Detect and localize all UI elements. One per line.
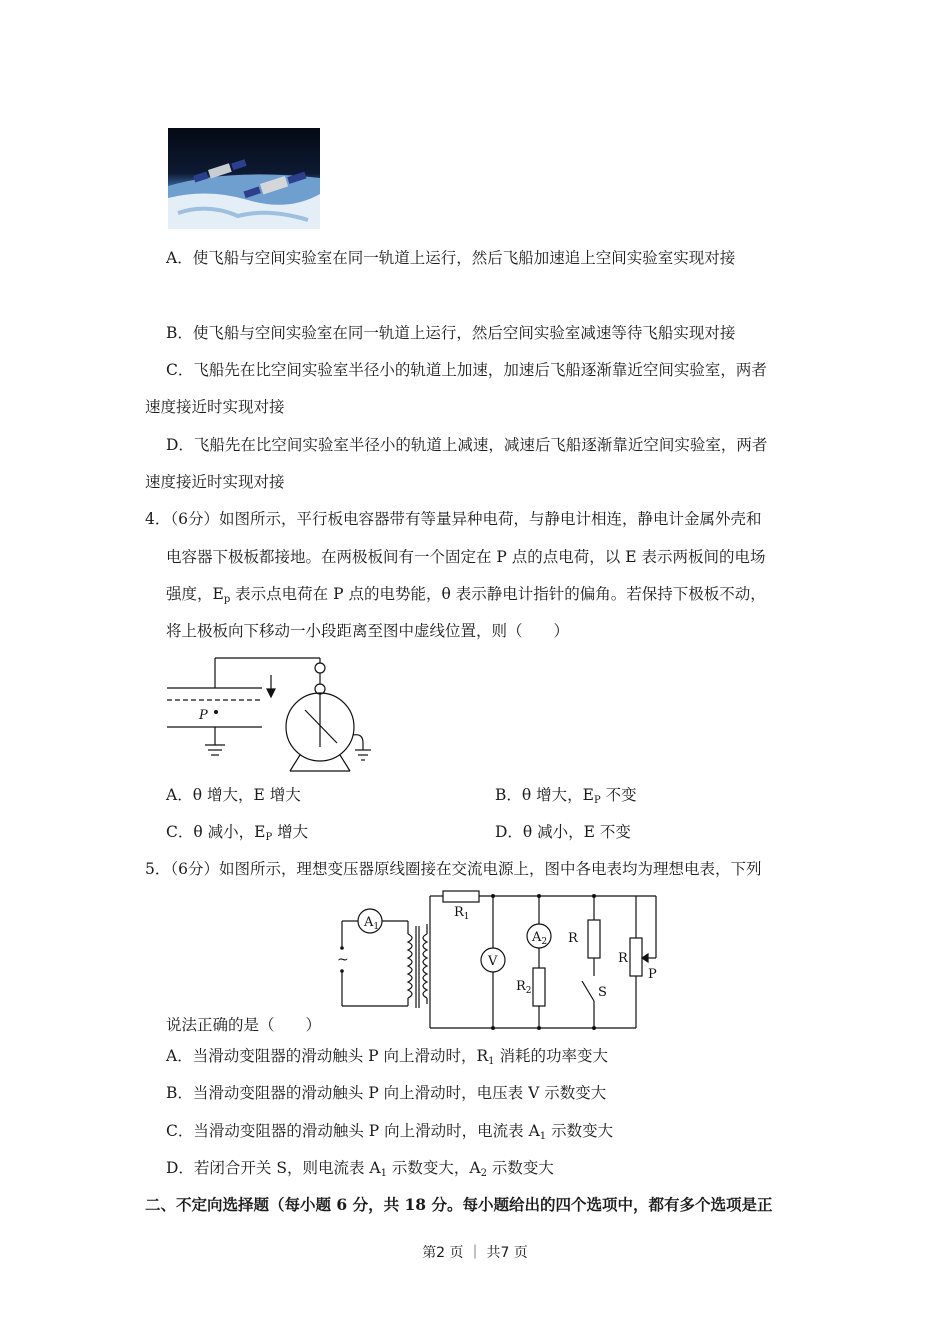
q4-stem-line-2: 电容器下极板都接地。在两极板间有一个固定在 P 点的点电荷，以 E 表示两板间的电场 — [166, 548, 766, 566]
rheostat-r-label: R — [618, 951, 628, 966]
q4-stem-line-1: 4．（6分）如图所示，平行板电容器带有等量异种电荷，与静电计相连，静电计金属外壳和 — [145, 510, 762, 528]
q3-option-b: B．使飞船与空间实验室在同一轨道上运行，然后空间实验室减速等待飞船实现对接 — [166, 324, 736, 342]
q5-option-a: A．当滑动变阻器的滑动触头 P 向上滑动时，$R_1$ 消耗的功率变大 — [166, 1047, 608, 1067]
q4-option-b: B．θ 增大，$E_P$ 不变 — [495, 786, 637, 806]
q4-option-d: D．θ 减小，E 不变 — [495, 823, 631, 841]
svg-text:R1: $R_1$ — [454, 905, 470, 922]
spacecraft-docking-photo — [168, 128, 320, 229]
page-footer: 第2 页 ｜ 共7 页 — [422, 1245, 528, 1261]
q5-option-c: C．当滑动变阻器的滑动触头 P 向上滑动时，电流表 $A_1$ 示数变大 — [166, 1122, 614, 1142]
q5-option-d: D．若闭合开关 S，则电流表 $A_1$ 示数变大，$A_2$ 示数变大 — [166, 1159, 554, 1179]
point-p-label: P — [199, 708, 208, 723]
q4-stem-line-4: 将上极板向下移动一小段距离至图中虚线位置，则（ ） — [166, 622, 570, 640]
resistor-r-label: R — [568, 931, 578, 946]
q4-stem-line-3: 强度，$E_p$ 表示点电荷在 P 点的电势能，θ 表示静电计指针的偏角。若保持下极板不动， — [166, 585, 766, 605]
svg-text:A2: $A_2$ — [532, 930, 548, 947]
q5-stem-line-2: 说法正确的是（ ） — [166, 1016, 322, 1034]
q3-option-c: C．飞船先在比空间实验室半径小的轨道上加速，加速后飞船逐渐靠近空间实验室，两者 — [166, 361, 767, 379]
resistor-r2-label: R — [516, 979, 526, 994]
resistor-r1-label: R — [454, 905, 464, 920]
svg-text:R2: $R_2$ — [516, 979, 532, 996]
capacitor-electrometer-diagram — [165, 655, 380, 775]
slider-p-label: P — [648, 967, 657, 982]
q4-option-a: A．θ 增大，E 增大 — [166, 786, 301, 804]
q3-option-c-cont: 速度接近时实现对接 — [145, 398, 285, 416]
section-2-heading: 二、不定向选择题（每小题 6 分，共 18 分。每小题给出的四个选项中，都有多个选项是正 — [145, 1195, 773, 1214]
svg-text:A1: $A_1$ — [364, 915, 380, 932]
q5-stem-line-1: 5．（6分）如图所示，理想变压器原线圈接在交流电源上，图中各电表均为理想电表，下列 — [145, 860, 762, 878]
ac-source-symbol: ~ — [337, 952, 349, 968]
q3-option-a: A．使飞船与空间实验室在同一轨道上运行，然后飞船加速追上空间实验室实现对接 — [166, 249, 736, 267]
q5-option-b: B．当滑动变阻器的滑动触头 P 向上滑动时，电压表 V 示数变大 — [166, 1084, 607, 1102]
q4-option-c: C．θ 减小，$E_P$ 增大 — [166, 823, 309, 843]
q3-option-d: D．飞船先在比空间实验室半径小的轨道上减速，减速后飞船逐渐靠近空间实验室，两者 — [166, 436, 768, 454]
ammeter-a1-label: A — [364, 915, 374, 930]
transformer-circuit-diagram — [330, 886, 665, 1030]
switch-s-label: S — [598, 985, 607, 1000]
voltmeter-label: V — [488, 954, 498, 969]
q3-option-d-cont: 速度接近时实现对接 — [145, 473, 285, 491]
ammeter-a2-label: A — [532, 930, 542, 945]
